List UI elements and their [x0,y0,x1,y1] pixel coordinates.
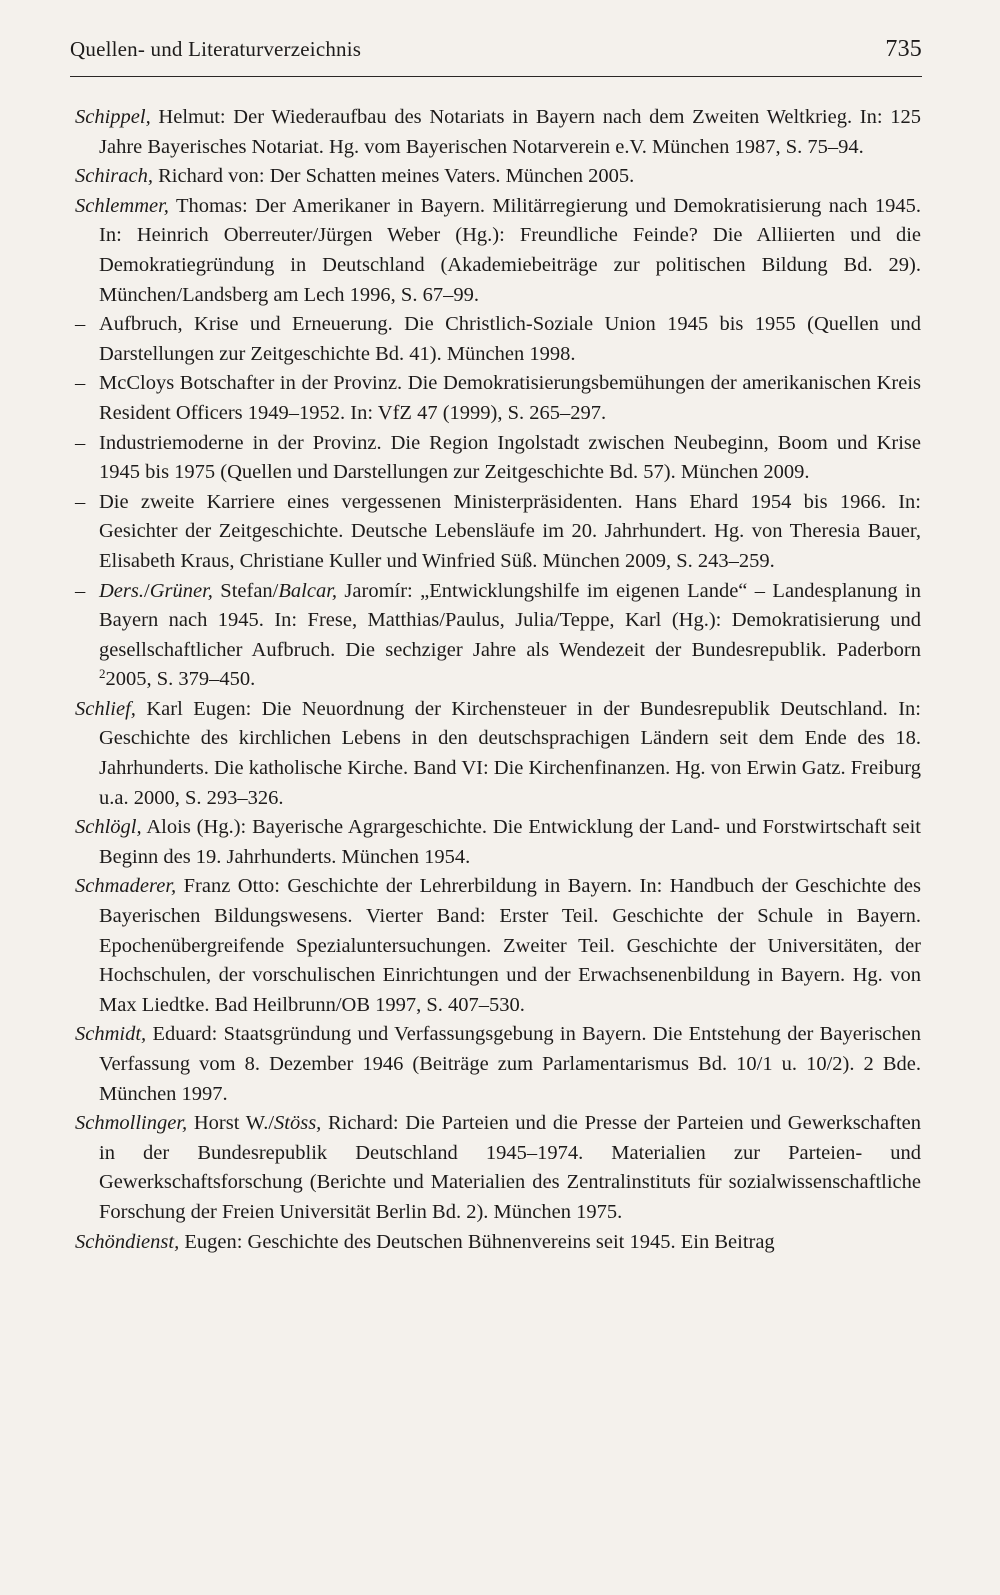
entry-author: Ders. [99,579,144,602]
entry-author: Schlief, [75,697,136,720]
entry-author: Schmidt, [75,1023,147,1046]
entry-text: Richard: Die Parteien und die Presse der Parteien und Gewerkschaften in der Bundesrepublik Deutschland 1945–1974. Materialien zur Parteien- und Gewerkschaftsforschung (Berichte und Materialien des Zentralinstituts für sozialwissenschaftliche Forschung der Freien Universität Berlin Bd. 2). München 1975. [99,1112,921,1223]
entry-separator: Stefan/ [212,579,279,602]
entry-text: Karl Eugen: Die Neuordnung der Kirchensteuer in der Bundesrepublik Deutschland. In: Geschichte des kirchlichen Lebens in den deutschsprachigen Ländern seit dem Ende des 18. Jahrhunderts. Die katholische Kirche. Band VI: Die Kirchenfinanzen. Hg. von Erwin Gatz. Freiburg u.a. 2000, S. 293–326. [99,697,921,809]
entry-separator: Horst W./ [187,1112,275,1135]
bibliography-entry [75,162,921,192]
entry-text: Die zweite Karriere eines vergessenen Ministerpräsidenten. Hans Ehard 1954 bis 1966. In: Gesichter der Zeitgeschichte. Deutsche Lebensläufe im 20. Jahrhundert. Hg. von Theresia Bauer, Elisabeth Kraus, Christiane Kuller und Winfried Süß. München 2009, S. 243–259. [99,490,921,572]
bibliography-subentry [75,577,921,695]
entry-text: Helmut: Der Wiederaufbau des Notariats in Bayern nach dem Zweiten Weltkrieg. In: 125 Jahre Bayerisches Notariat. Hg. vom Bayerischen Notarverein e.V. München 1987, S. 75–94. [99,106,921,158]
entry-dash: – [75,431,86,454]
entry-coauthor: Grüner, [149,579,213,602]
entry-text-tail: 2005, S. 379–450. [105,668,256,691]
entry-text: Alois (Hg.): Bayerische Agrargeschichte. Die Entwicklung der Land- und Forstwirtschaft seit Beginn des 19. Jahrhunderts. München 1954. [99,816,921,868]
entry-dash: – [75,313,86,336]
entry-dash: – [75,490,86,513]
entry-author: Schmollinger, [75,1112,188,1135]
entry-text: Eugen: Geschichte des Deutschen Bühnenvereins seit 1945. Ein Beitrag [179,1230,775,1253]
bibliography-entry [75,1020,921,1109]
bibliography-subentry [75,310,921,369]
edition-superscript: 2 [99,666,106,682]
entry-author: Schmaderer, [75,875,177,898]
bibliography-entry [75,1109,921,1227]
bibliography-entry [75,872,921,1020]
bibliography-subentry [75,488,921,577]
entry-text: Richard von: Der Schatten meines Vaters. München 2005. [153,165,635,188]
entry-author: Schirach, [75,165,153,188]
entry-coauthor: Stöss, [274,1112,322,1135]
entry-text: Thomas: Der Amerikaner in Bayern. Militärregierung und Demokratisierung nach 1945. In: Heinrich Oberreuter/Jürgen Weber (Hg.): Freundliche Feinde? Die Alliierten und die Demokratiegründung in Deutschland (Akademiebeiträge zur politischen Bildung Bd. 29). München/Landsberg am Lech 1996, S. 67–99. [99,194,921,306]
entry-text: Franz Otto: Geschichte der Lehrerbildung in Bayern. In: Handbuch der Geschichte des Bayerischen Bildungswesens. Vierter Band: Erster Teil. Geschichte der Schule in Bayern. Epochenübergreifende Spezialuntersuchungen. Zweiter Teil. Geschichte der Universitäten, der Hochschulen, der vorschulischen Einrichtungen und der Erwachsenenbildung in Bayern. Hg. von Max Liedtke. Bad Heilbrunn/OB 1997, S. 407–530. [99,875,921,1016]
entry-author: Schippel, [75,106,151,128]
entry-author: Schöndienst, [75,1230,180,1253]
bibliography-entry [75,103,921,162]
entry-dash: – [75,372,86,395]
bibliography-list [75,103,921,1257]
entry-author: Schlögl, [75,816,142,839]
bibliography-entry [75,1228,921,1258]
entry-text: Industriemoderne in der Provinz. Die Region Ingolstadt zwischen Neubeginn, Boom und Krise 1945 bis 1975 (Quellen und Darstellungen zur Zeitgeschichte Bd. 57). München 2009. [99,431,921,484]
bibliography-subentry [75,429,921,488]
entry-text: McCloys Botschafter in der Provinz. Die Demokratisierungsbemühungen der amerikanischen Kreis Resident Officers 1949–1952. In: VfZ 47 (1999), S. 265–297. [99,372,921,424]
entry-text: Jaromír: „Entwicklungshilfe im eigenen Lande“ – Landesplanung in Bayern nach 1945. In: Frese, Matthias/Paulus, Julia/Teppe, Karl (Hg.): Demokratisierung und gesellschaftlicher Aufbruch. Die sechziger Jahre als Wendezeit der Bundesrepublik. Paderborn [99,579,921,661]
bibliography-entry [75,695,921,813]
bibliography-subentry [75,369,921,428]
entry-author: Schlemmer, [75,194,169,217]
running-title: Quellen- und Literaturverzeichnis [70,37,362,61]
page-number: 735 [885,36,922,62]
header-rule [70,76,922,77]
running-header [70,36,922,63]
entry-separator: / [143,579,150,602]
entry-dash: – [75,579,86,602]
entry-coauthor: Balcar, [278,579,338,602]
bibliography-entry [75,813,921,872]
bibliography-entry [75,192,921,310]
entry-text: Eduard: Staatsgründung und Verfassungsgebung in Bayern. Die Entstehung der Bayerischen Verfassung vom 8. Dezember 1946 (Beiträge zum Parlamentarismus Bd. 10/1 u. 10/2). 2 Bde. München 1997. [99,1023,921,1105]
entry-text: Aufbruch, Krise und Erneuerung. Die Christlich-Soziale Union 1945 bis 1955 (Quellen und Darstellungen zur Zeitgeschichte Bd. 41). München 1998. [99,313,921,365]
